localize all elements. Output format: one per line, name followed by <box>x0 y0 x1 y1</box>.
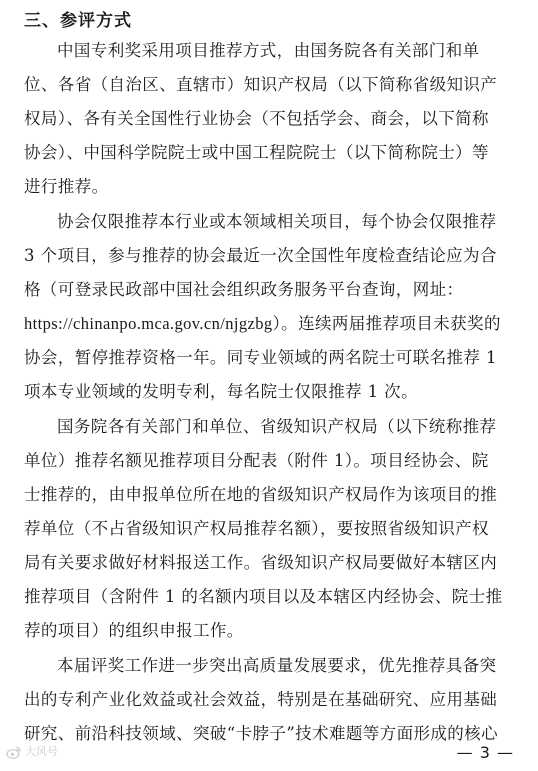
paragraph-3-line-5: 局有关要求做好材料报送工作。省级知识产权局要做好本辖区内 <box>24 553 498 572</box>
paragraph-1-line-3: 权局）、各有关全国性行业协会（不包括学会、商会，以下简称 <box>24 109 489 128</box>
paragraph-1-line-4: 协会）、中国科学院院士或中国工程院院士（以下简称院士）等 <box>24 143 489 162</box>
paragraph-2-line-6: 项本专业领域的发明专利，每名院士仅限推荐 1 次。 <box>24 382 418 401</box>
section-heading: 三、参评方式 <box>24 11 132 31</box>
paragraph-3-line-1: 国务院各有关部门和单位、省级知识产权局（以下统称推荐 <box>57 417 497 436</box>
paragraph-3-line-2: 单位）推荐名额见推荐项目分配表（附件 1）。项目经协会、院 <box>24 451 489 470</box>
watermark <box>6 745 58 759</box>
weibo-logo-icon <box>6 746 22 759</box>
paragraph-2-line-1: 协会仅限推荐本行业或本领域相关项目，每个协会仅限推荐 <box>57 212 497 231</box>
paragraph-1-line-1: 中国专利奖采用项目推荐方式，由国务院各有关部门和单 <box>57 41 480 60</box>
paragraph-1-line-5: 进行推荐。 <box>24 177 109 196</box>
paragraph-3-line-3: 士推荐的，由申报单位所在地的省级知识产权局作为该项目的推 <box>24 485 498 504</box>
paragraph-2-line-2: 3 个项目，参与推荐的协会最近一次全国性年度检查结论应为合 <box>24 246 497 265</box>
paragraph-3-line-7: 荐的项目）的组织申报工作。 <box>24 621 244 640</box>
paragraph-3-line-4: 荐单位（不占省级知识产权局推荐名额），要按照省级知识产权 <box>24 519 489 538</box>
page-number: — 3 — <box>456 743 514 762</box>
watermark-text: 大风号 <box>25 745 58 758</box>
paragraph-2-line-5: 协会，暂停推荐资格一年。同专业领域的两名院士可联名推荐 1 <box>24 348 497 367</box>
paragraph-1-line-2: 位、各省（自治区、直辖市）知识产权局（以下简称省级知识产 <box>24 75 498 94</box>
paragraph-4-line-2: 出的专利产业化效益或社会效益，特别是在基础研究、应用基础 <box>24 690 498 709</box>
paragraph-4-line-3: 研究、前沿科技领域、突破“卡脖子”技术难题等方面形成的核心 <box>24 724 498 743</box>
paragraph-3-line-6: 推荐项目（含附件 1 的名额内项目以及本辖区内经协会、院士推 <box>24 587 503 606</box>
paragraph-2-line-4: https://chinanpo.mca.gov.cn/njgzbg）。连续两届推荐项目未获奖的 <box>24 314 501 333</box>
paragraph-2-line-3: 格（可登录民政部中国社会组织政务服务平台查询，网址： <box>24 280 464 299</box>
paragraph-4-line-1: 本届评奖工作进一步突出高质量发展要求，优先推荐具备突 <box>57 656 497 675</box>
